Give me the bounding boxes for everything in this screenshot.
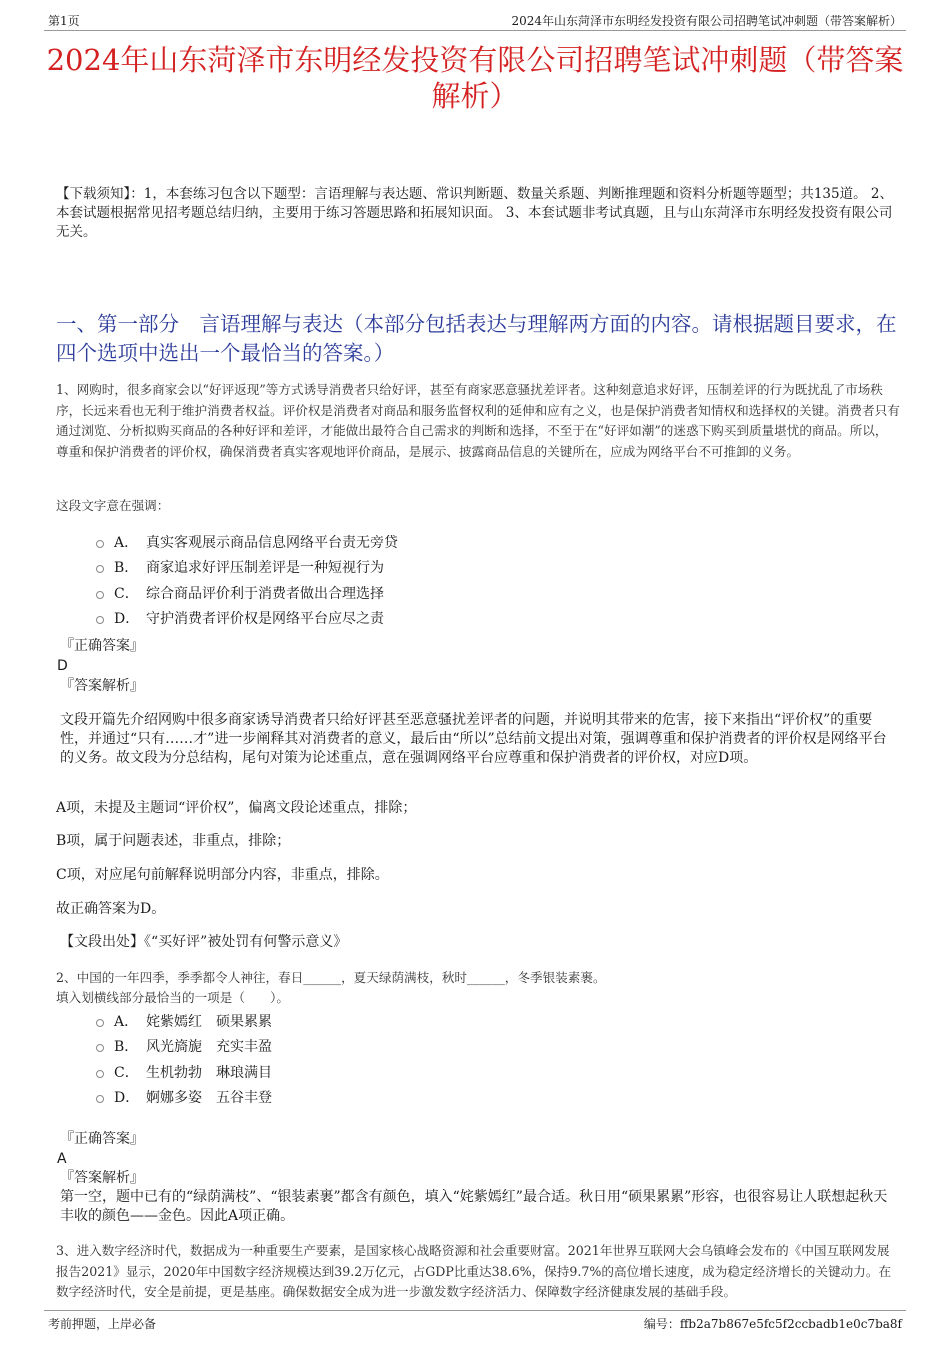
radio-icon[interactable] xyxy=(96,540,104,548)
radio-icon[interactable] xyxy=(96,591,104,599)
page-footer xyxy=(44,1310,906,1333)
analysis-label: 『答案解析』 xyxy=(60,1170,144,1186)
download-notice: 【下载须知】：1，本套练习包含以下题型：言语理解与表达题、常识判断题、数量关系题、判断推理题和资料分析题等题型；共135道。 2、本套试题根据常见招考题总结归纳，主要用于练习答题思路和拓展知识面。 3、本套试题非考试真题，且与山东菏泽市东明经发投资有限公司无关。 xyxy=(56,186,893,240)
question-1-options xyxy=(96,529,796,631)
analysis-line: C项，对应尾句前解释说明部分内容，非重点，排除。 xyxy=(56,867,389,883)
option-b[interactable]: B． 风光旖旎 充实丰盈 xyxy=(96,1034,796,1060)
page-number: 第1页 xyxy=(48,14,80,28)
page-header xyxy=(44,8,906,31)
answer-label: 『正确答案』 xyxy=(60,1131,144,1147)
option-d[interactable]: D． 婀娜多姿 五谷丰登 xyxy=(96,1085,796,1111)
question-3-stem: 3、进入数字经济时代，数据成为一种重要生产要素，是国家核心战略资源和社会重要财富。2021年世界互联网大会乌镇峰会发布的《中国互联网发展报告2021》显示，2020年中国数字经济规模达到39.2万亿元，占GDP比重达38.6%，保持9.7%的高位增长速度，成为稳定经济增长的关键动力。在数字经济时代，安全是前提，更是基座。确保数据安全成为进一步激发数字经济活力、保障数字经济健康发展的基础手段。 xyxy=(56,1243,892,1299)
answer-label: 『正确答案』 xyxy=(60,638,144,654)
analysis-line: A项，未提及主题词“评价权”，偏离文段论述重点，排除； xyxy=(56,800,417,816)
answer-value: D xyxy=(57,658,68,674)
option-a[interactable]: A． 姹紫嫣红 硕果累累 xyxy=(96,1008,796,1034)
question-2-stem: 2、中国的一年四季，季季都令人神往，春日______，夏天绿荫满枝，秋时______，冬季银装素裹。 xyxy=(56,970,606,985)
question-2-prompt: 填入划横线部分最恰当的一项是（ ）。 xyxy=(56,990,289,1005)
analysis-line: 故正确答案为D。 xyxy=(56,901,166,917)
analysis-label: 『答案解析』 xyxy=(60,678,144,694)
radio-icon[interactable] xyxy=(96,565,104,573)
option-c[interactable]: C． 综合商品评价利于消费者做出合理选择 xyxy=(96,580,796,606)
question-1-stem: 1、网购时，很多商家会以“好评返现”等方式诱导消费者只给好评，甚至有商家恶意骚扰差评者。这种刻意追求好评，压制差评的行为既扰乱了市场秩序，长远来看也无利于维护消费者权益。评价权是消费者对商品和服务监督权利的延伸和应有之义，也是保护消费者知情权和选择权的关键。消费者只有通过浏览、分析拟购买商品的各种好评和差评，才能做出最符合自己需求的判断和选择，不至于在“好评如潮”的迷惑下购买到质量堪忧的商品。所以，尊重和保护消费者的评价权，确保消费者真实客观地评价商品，是展示、披露商品信息的关键所在，应成为网络平台不可推卸的义务。 xyxy=(56,382,900,459)
radio-icon[interactable] xyxy=(96,1070,104,1078)
header-doc-title: 2024年山东菏泽市东明经发投资有限公司招聘笔试冲刺题（带答案解析） xyxy=(511,14,902,28)
option-b[interactable]: B． 商家追求好评压制差评是一种短视行为 xyxy=(96,555,796,581)
analysis-paragraph: 文段开篇先介绍网购中很多商家诱导消费者只给好评甚至恶意骚扰差评者的问题，并说明其带来的危害，接下来指出“评价权”的重要性，并通过“只有……才”进一步阐释其对消费者的意义，最后由“所以”总结前文提出对策，强调尊重和保护消费者的评价权是网络平台的义务。故文段为分总结构，尾句对策为论述重点，意在强调网络平台应尊重和保护消费者的评价权，对应D项。 xyxy=(60,712,887,766)
footer-serial: 编号：ffb2a7b867e5fc5f2ccbadb1e0c7ba8f xyxy=(643,1317,902,1331)
option-a[interactable]: A． 真实客观展示商品信息网络平台责无旁贷 xyxy=(96,529,796,555)
option-d[interactable]: D． 守护消费者评价权是网络平台应尽之责 xyxy=(96,606,796,632)
footer-slogan: 考前押题，上岸必备 xyxy=(48,1317,157,1331)
question-2-options xyxy=(96,1008,796,1110)
analysis-line: B项，属于问题表述，非重点，排除； xyxy=(56,833,291,849)
radio-icon[interactable] xyxy=(96,1095,104,1103)
analysis-paragraph: 第一空，题中已有的“绿荫满枝”、“银装素裹”都含有颜色，填入“姹紫嫣红”最合适。秋日用“硕果累累”形容，也很容易让人联想起秋天丰收的颜色——金色。因此A项正确。 xyxy=(60,1189,888,1224)
radio-icon[interactable] xyxy=(96,1044,104,1052)
page-title: 2024年山东菏泽市东明经发投资有限公司招聘笔试冲刺题（带答案解析） xyxy=(46,43,904,113)
question-1-prompt: 这段文字意在强调： xyxy=(56,498,170,513)
source-line: 【文段出处】《“买好评”被处罚有何警示意义》 xyxy=(60,934,348,950)
option-c[interactable]: C． 生机勃勃 琳琅满目 xyxy=(96,1059,796,1085)
section-heading: 一、第一部分 言语理解与表达（本部分包括表达与理解两方面的内容。请根据题目要求，在四个选项中选出一个最恰当的答案。） xyxy=(56,312,897,365)
radio-icon[interactable] xyxy=(96,616,104,624)
radio-icon[interactable] xyxy=(96,1019,104,1027)
answer-value: A xyxy=(57,1151,67,1167)
